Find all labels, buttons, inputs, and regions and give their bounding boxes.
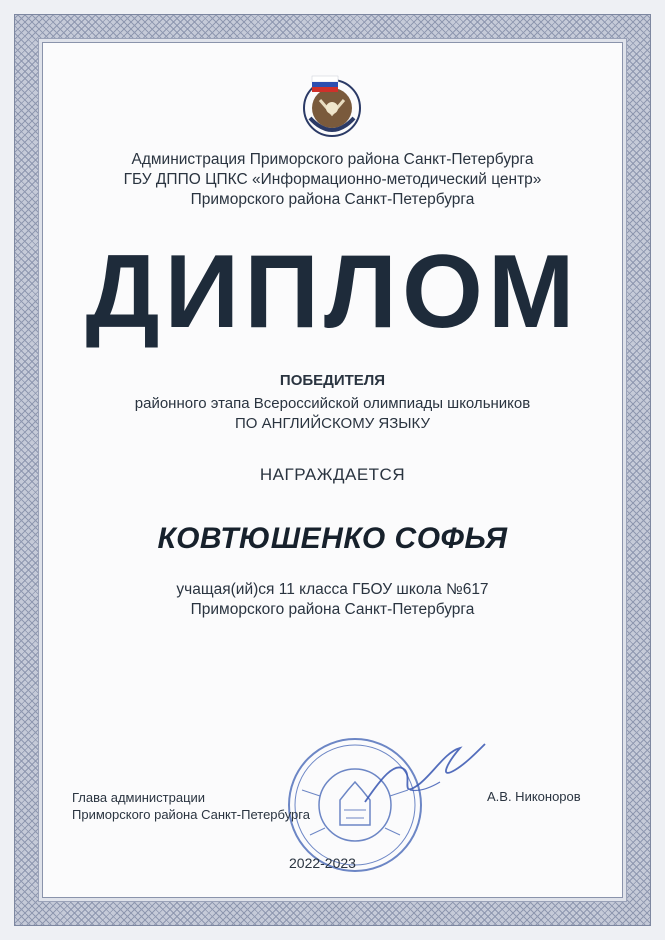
organization-block [0, 150, 665, 210]
olympiad-line-2: ПО АНГЛИЙСКОМУ ЯЗЫКУ [234, 415, 430, 432]
organization-line-1: Администрация Приморского района Санкт-Петербурга [131, 151, 534, 168]
student-info [0, 580, 665, 620]
signatory-name: А.В. Никоноров [487, 789, 581, 804]
organization-line-2: ГБУ ДППО ЦПКС «Информационно-методический центр» [123, 171, 542, 188]
olympiad-emblem-icon [290, 70, 374, 140]
signatory-title-line-2: Приморского района Санкт-Петербурга [72, 807, 310, 822]
olympiad-line-1: районного этапа Всероссийской олимпиады школьников [134, 395, 531, 412]
handwritten-signature-icon [360, 740, 490, 810]
recipient-name: КОВТЮШЕНКО СОФЬЯ [157, 522, 508, 555]
organization-line-3: Приморского района Санкт-Петербурга [190, 191, 475, 208]
student-info-line-1: учащая(ий)ся 11 класса ГБОУ школа №617 [176, 581, 489, 598]
diploma-title: ДИПЛОМ [85, 234, 580, 350]
winner-label: ПОБЕДИТЕЛЯ [279, 372, 386, 389]
student-info-line-2: Приморского района Санкт-Петербурга [190, 601, 475, 618]
award-label: НАГРАЖДАЕТСЯ [259, 465, 406, 484]
olympiad-block [0, 394, 665, 434]
signatory-title-line-1: Глава администрации [72, 790, 206, 805]
signatory-title [72, 789, 310, 823]
academic-year: 2022-2023 [289, 855, 356, 871]
